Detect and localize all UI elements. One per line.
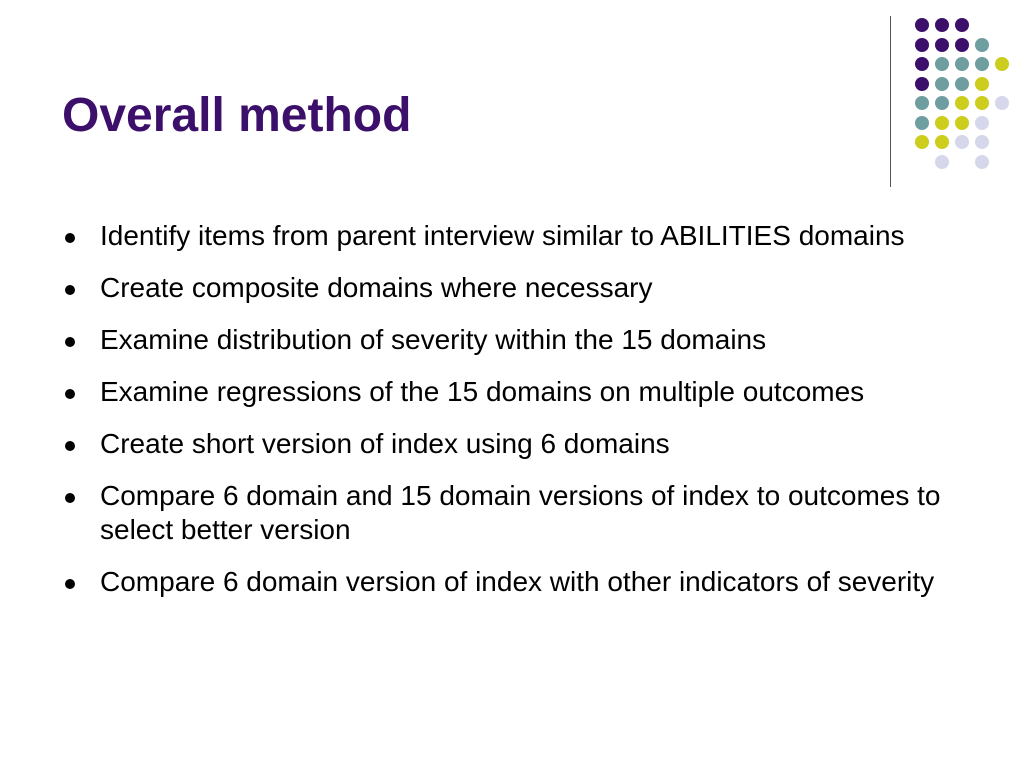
bullet-item: [62, 323, 982, 357]
decorative-dot: [955, 96, 969, 110]
decorative-dot: [915, 38, 929, 52]
bullet-dot-icon: [65, 579, 75, 589]
bullet-text: Examine regressions of the 15 domains on multiple outcomes: [100, 376, 865, 407]
decorative-dot: [955, 18, 969, 32]
decorative-dot: [955, 116, 969, 130]
decorative-dot: [995, 57, 1009, 71]
bullet-item: [62, 375, 982, 409]
decorative-dot: [935, 155, 949, 169]
decorative-dot: [975, 155, 989, 169]
decorative-dot: [975, 116, 989, 130]
bullet-dot-icon: [65, 285, 75, 295]
bullet-item: [62, 271, 982, 305]
decorative-dot: [915, 135, 929, 149]
decorative-dot: [955, 38, 969, 52]
bullet-dot-icon: [65, 233, 75, 243]
bullet-item: [62, 479, 982, 547]
decorative-dot: [935, 135, 949, 149]
decorative-dot: [915, 96, 929, 110]
decorative-dot: [915, 57, 929, 71]
decorative-dot: [975, 96, 989, 110]
bullet-dot-icon: [65, 493, 75, 503]
decorative-dot: [975, 135, 989, 149]
decorative-dot: [935, 77, 949, 91]
bullet-item: [62, 565, 982, 599]
decorative-dot: [935, 38, 949, 52]
title-divider-line: [890, 16, 891, 187]
decorative-dot: [915, 116, 929, 130]
slide-title: Overall method: [62, 89, 412, 142]
bullet-dot-icon: [65, 337, 75, 347]
decorative-dot: [915, 18, 929, 32]
decorative-dot: [995, 96, 1009, 110]
decorative-dot: [935, 18, 949, 32]
decorative-dot: [935, 96, 949, 110]
bullet-text: Identify items from parent interview similar to ABILITIES domains: [100, 220, 905, 251]
decorative-dot: [955, 135, 969, 149]
bullet-list: [62, 219, 982, 617]
decorative-dot: [975, 57, 989, 71]
decorative-dot: [915, 77, 929, 91]
bullet-text: Compare 6 domain version of index with other indicators of severity: [100, 566, 935, 597]
bullet-text: Create composite domains where necessary: [100, 272, 653, 303]
bullet-item: [62, 427, 982, 461]
bullet-dot-icon: [65, 441, 75, 451]
bullet-text: Compare 6 domain and 15 domain versions of index to outcomes to select better version: [100, 480, 941, 545]
bullet-text: Create short version of index using 6 domains: [100, 428, 670, 459]
decorative-dot: [955, 57, 969, 71]
decorative-dot: [935, 57, 949, 71]
decorative-dot: [955, 77, 969, 91]
decorative-dot: [975, 38, 989, 52]
decorative-dot: [935, 116, 949, 130]
bullet-item: [62, 219, 982, 253]
bullet-dot-icon: [65, 389, 75, 399]
decorative-dot: [975, 77, 989, 91]
bullet-text: Examine distribution of severity within the 15 domains: [100, 324, 767, 355]
